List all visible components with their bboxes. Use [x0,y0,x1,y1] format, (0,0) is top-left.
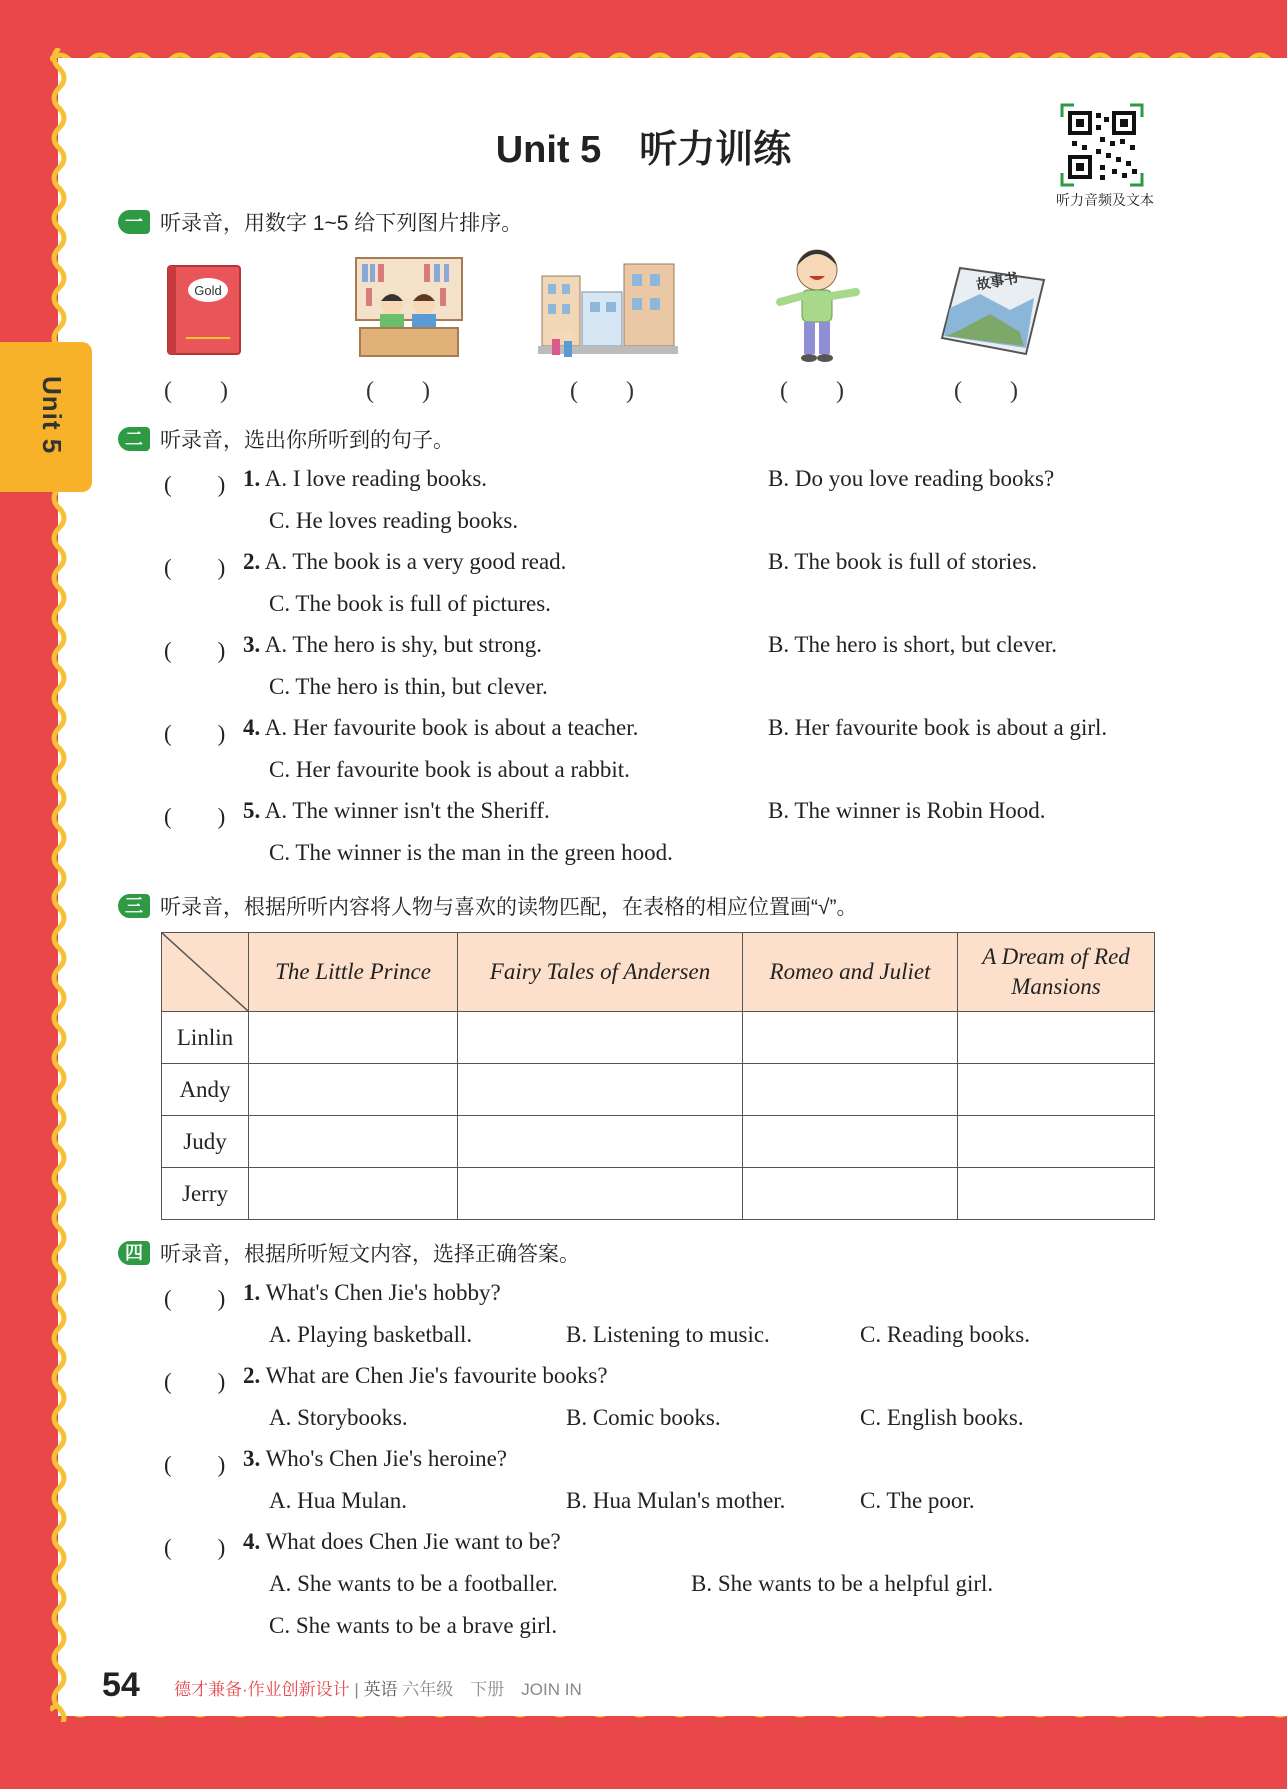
picture3-answer-blank[interactable]: ( ) [570,378,634,404]
option-b: B. Her favourite book is about a girl. [768,715,1108,740]
option-a: A. The hero is shy, but strong. [264,632,542,657]
option-c: C. The book is full of pictures. [269,591,551,616]
footer-separator: | [354,1680,364,1699]
picture2-answer-blank[interactable]: ( ) [366,378,430,404]
unit-tab-label: Unit 5 [37,376,67,455]
answer-cell[interactable] [249,1064,458,1116]
option-c: C. The poor. [860,1488,975,1513]
row-label: Linlin [162,1012,249,1064]
option-b: B. Do you love reading books? [768,466,1055,491]
answer-cell[interactable] [743,1064,958,1116]
answer-blank[interactable]: ( ) [164,555,226,580]
page-title: Unit 5 听力训练 [495,129,792,171]
question-text: What's Chen Jie's hobby? [265,1280,501,1305]
answer-blank[interactable]: ( ) [164,1535,226,1560]
question-number: 1. [243,1280,261,1305]
option-a: A. Storybooks. [269,1405,408,1430]
option-c: C. The winner is the man in the green hood. [269,840,673,865]
footer-grade: 六年级 下册 JOIN IN [402,1680,582,1699]
answer-blank[interactable]: ( ) [164,804,226,829]
answer-cell[interactable] [458,1012,743,1064]
answer-blank[interactable]: ( ) [164,1452,226,1477]
section3-badge: 三 [118,894,150,918]
section4-heading [118,1238,580,1268]
option-a: A. I love reading books. [264,466,488,491]
option-c: C. He loves reading books. [269,508,519,533]
footer-subject: 英语 [363,1680,398,1699]
question-text: What does Chen Jie want to be? [265,1529,561,1554]
children-reading-library-icon [354,256,464,360]
option-b: B. The winner is Robin Hood. [768,798,1046,823]
column-header: A Dream of Red Mansions [958,933,1155,1012]
option-c: C. Her favourite book is about a rabbit. [269,757,630,782]
footer-text [174,1675,582,1700]
option-a: A. Her favourite book is about a teacher. [264,715,639,740]
table-row [162,1012,1155,1064]
question-number: 3. [243,632,261,657]
section2-instruction: 听录音，选出你所听到的句子。 [160,429,454,452]
option-c: C. She wants to be a brave girl. [269,1613,558,1638]
option-c: C. Reading books. [860,1322,1030,1347]
picture4-answer-blank[interactable]: ( ) [780,378,844,404]
wavy-border-left [48,48,70,1722]
option-a: A. Playing basketball. [269,1322,473,1347]
qr-code-icon[interactable] [1060,103,1144,187]
storybook-icon [940,258,1048,358]
footer-brand: 德才兼备·作业创新设计 [174,1680,350,1699]
answer-blank[interactable]: ( ) [164,638,226,663]
answer-blank[interactable]: ( ) [164,1369,226,1394]
option-b: B. Comic books. [566,1405,721,1430]
option-a: A. She wants to be a footballer. [269,1571,558,1596]
column-header: The Little Prince [249,933,458,1012]
happy-boy-icon [772,246,862,366]
question-number: 5. [243,798,261,823]
question-text: Who's Chen Jie's heroine? [265,1446,508,1471]
section3-instruction: 听录音，根据所听内容将人物与喜欢的读物匹配，在表格的相应位置画“√”。 [160,896,858,919]
question-number: 4. [243,1529,261,1554]
row-label: Andy [162,1064,249,1116]
gold-book-label: Gold [194,283,222,298]
question-number: 4. [243,715,261,740]
section2-badge: 二 [118,427,150,451]
unit-side-tab [0,342,92,492]
storybook-label: 故事书 [975,269,1020,293]
row-label: Jerry [162,1168,249,1220]
question-number: 1. [243,466,261,491]
answer-cell[interactable] [958,1064,1155,1116]
option-b: B. The hero is short, but clever. [768,632,1057,657]
section4-badge: 四 [118,1241,150,1265]
answer-cell[interactable] [458,1168,743,1220]
question-number: 3. [243,1446,261,1471]
section4-instruction: 听录音，根据所听短文内容，选择正确答案。 [160,1243,580,1266]
answer-blank[interactable]: ( ) [164,721,226,746]
option-b: B. Listening to music. [566,1322,770,1347]
option-b: B. She wants to be a helpful girl. [691,1571,994,1596]
answer-cell[interactable] [958,1168,1155,1220]
column-header: Romeo and Juliet [743,933,958,1012]
option-a: A. Hua Mulan. [269,1488,407,1513]
question-text: What are Chen Jie's favourite books? [265,1363,608,1388]
picture5-answer-blank[interactable]: ( ) [954,378,1018,404]
answer-blank[interactable]: ( ) [164,1286,226,1311]
option-c: C. English books. [860,1405,1024,1430]
section3-heading [118,891,858,921]
answer-cell[interactable] [958,1116,1155,1168]
qr-caption: 听力音频及文本 [1056,192,1154,208]
table-header-row [162,933,1155,1012]
answer-cell[interactable] [958,1012,1155,1064]
table-corner-cell [162,933,249,1012]
answer-cell[interactable] [458,1116,743,1168]
option-a: A. The book is a very good read. [264,549,567,574]
row-label: Judy [162,1116,249,1168]
picture1-answer-blank[interactable]: ( ) [164,378,228,404]
answer-cell[interactable] [249,1168,458,1220]
answer-cell[interactable] [458,1064,743,1116]
answer-cell[interactable] [743,1168,958,1220]
matching-table [161,932,1155,1220]
option-c: C. The hero is thin, but clever. [269,674,548,699]
question-number: 2. [243,1363,261,1388]
answer-cell[interactable] [249,1116,458,1168]
column-header: Fairy Tales of Andersen [458,933,743,1012]
answer-cell[interactable] [743,1012,958,1064]
gold-book-icon [164,262,244,358]
section1-heading [118,207,522,237]
table-row [162,1168,1155,1220]
option-b: B. Hua Mulan's mother. [566,1488,786,1513]
answer-cell[interactable] [743,1116,958,1168]
option-a: A. The winner isn't the Sheriff. [264,798,550,823]
section2-heading [118,424,454,454]
answer-blank[interactable]: ( ) [164,472,226,497]
table-row [162,1064,1155,1116]
section1-instruction: 听录音，用数字 1~5 给下列图片排序。 [160,212,523,235]
answer-cell[interactable] [249,1012,458,1064]
question-number: 2. [243,549,261,574]
street-buildings-icon [538,254,678,364]
option-b: B. The book is full of stories. [768,549,1038,574]
page-number: 54 [102,1666,140,1704]
section1-badge: 一 [118,210,150,234]
table-row [162,1116,1155,1168]
